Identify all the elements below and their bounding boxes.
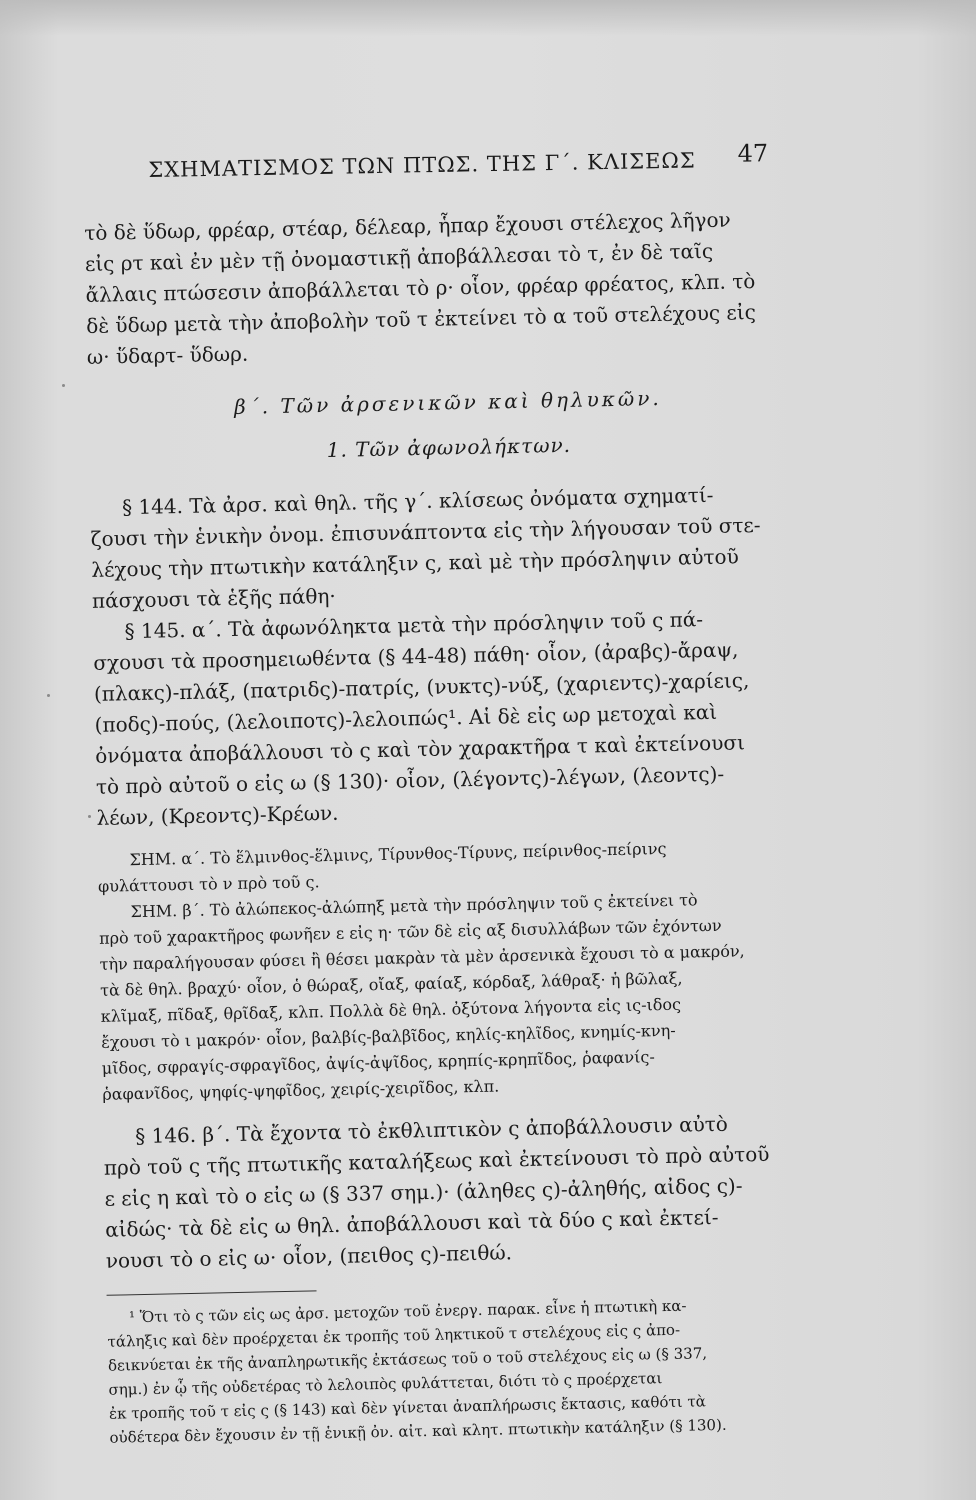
paper-speck <box>62 384 65 387</box>
note-line: φυλάττουσι τὸ ν πρὸ τοῦ ς. <box>97 872 320 896</box>
text-line: αἰδώς· τὰ δὲ εἰς ω θηλ. ἀποβάλλουσι καὶ τὰ δύο ς καὶ ἐκτεί- <box>104 1204 719 1242</box>
note-line: ΣΗΜ. α΄. Τὸ ἕλμινθος-ἕλμινς, Τίρυνθος-Τίρυνς, πείρινθος-πείρινς <box>129 838 667 870</box>
text-line: τὸ πρὸ αὐτοῦ ο εἰς ω (§ 130)· οἷον, (λέγοντς)-λέγων, (λεοντς)- <box>95 761 725 799</box>
paragraph-144 <box>90 478 812 617</box>
paragraph-146 <box>103 1107 826 1277</box>
paper-speck <box>88 815 91 818</box>
footnote-line: ἐκ τροπῆς τοῦ τ εἰς ς (§ 143) καὶ δὲν γίνεται ἀναπλήρωσις ἔκτασις, καθότι τὰ <box>108 1392 706 1423</box>
text-line: ω· ὕδαρτ- ὕδωρ. <box>86 341 249 369</box>
paragraph-145 <box>92 602 816 834</box>
page-body <box>84 203 830 1450</box>
text-line: σχουσι τὰ προσημειωθέντα (§ 44-48) πάθη· οἷον, (ἀραβς)-ἄραψ, <box>93 637 739 675</box>
text-line: (πλακς)-πλάξ, (πατριδς)-πατρίς, (νυκτς)-νύξ, (χαριεντς)-χαρίεις, <box>93 668 750 706</box>
section-heading: β΄. Τῶν ἀρσενικῶν καὶ θηλυκῶν. <box>233 385 662 419</box>
text-line: λέχους τὴν πτωτικὴν κατάληξιν ς, καὶ μὲ τὴν πρόσληψιν αὐτοῦ <box>91 544 739 582</box>
text-line: ε εἰς η καὶ τὸ ο εἰς ω (§ 337 σημ.)· (ἀληθες ς)-ἀληθής, αἰδος ς)- <box>104 1173 743 1211</box>
note-b <box>98 885 822 1108</box>
note-line: πρὸ τοῦ χαρακτῆρος φωνῆεν ε εἰς η· τῶν δὲ εἰς αξ δισυλλάβων τῶν ἐχόντων <box>98 915 722 948</box>
footnote-line: σημ.) ἐν ᾧ τῆς οὐδετέρας τὸ λελοιπὸς φυλάττεται, διότι τὸ ς προέρχεται <box>108 1369 663 1399</box>
running-head: ΣΧΗΜΑΤΙΣΜΟΣ ΤΩΝ ΠΤΩΣ. ΤΗΣ Γ΄. ΚΛΙΣΕΩΣ <box>148 148 696 182</box>
page-header <box>148 139 769 190</box>
text-line: τὸ δὲ ὕδωρ, φρέαρ, στέαρ, δέλεαρ, ἧπαρ ἔχουσι στέλεχος λῆγον <box>84 207 731 245</box>
note-line: κλῖμαξ, πῖδαξ, θρῖδαξ, κλπ. Πολλὰ δὲ θηλ. ὀξύτονα λήγοντα εἰς ις-ιδος <box>100 994 682 1026</box>
note-line: τὴν παραλήγουσαν φύσει ἢ θέσει μακρὰν τὰ μὲν ἀρσενικὰ ἔχουσι τὸ α μακρόν, <box>99 941 745 974</box>
text-line: πάσχουσι τὰ ἑξῆς πάθη· <box>91 583 336 613</box>
footnote-line: τάληξις καὶ δὲν προέρχεται ἐκ τροπῆς τοῦ ληκτικοῦ τ στελέχους εἰς ς ἀπο- <box>107 1320 681 1351</box>
note-line: ῥαφανῖδος, ψηφίς-ψηφῖδος, χειρίς-χειρῖδος, κλπ. <box>102 1076 500 1104</box>
note-line: ΣΗΜ. β΄. Τὸ ἀλώπεκος-ἀλώπηξ μετὰ τὴν πρόσληψιν τοῦ ς ἐκτείνει τὸ <box>130 890 698 922</box>
text-line: § 144. Τὰ ἀρσ. καὶ θηλ. τῆς γ΄. κλίσεως ὀνόματα σχηματί- <box>121 482 714 520</box>
footnote-line: δεικνύεται ἐκ τῆς ἀναπληρωτικῆς ἐκτάσεως τοῦ ο τοῦ στελέχους εἰς ω (§ 337, <box>107 1344 708 1375</box>
page-edge-shadow <box>0 0 976 36</box>
text-line: ὀνόματα ἀποβάλλουσι τὸ ς καὶ τὸν χαρακτῆρα τ καὶ ἐκτείνουσι <box>95 730 746 768</box>
note-line: μῖδος, σφραγίς-σφραγῖδος, ἀψίς-ἀψῖδος, κρηπίς-κρηπῖδος, ῥαφανίς- <box>101 1047 655 1078</box>
text-line: εἰς ρτ καὶ ἐν μὲν τῇ ὀνομαστικῇ ἀποβάλλεσαι τὸ τ, ἐν δὲ ταῖς <box>84 238 714 276</box>
note-line: ἔχουσι τὸ ι μακρόν· οἷον, βαλβίς-βαλβῖδος, κηλίς-κηλῖδος, κνημίς-κνη- <box>101 1020 676 1052</box>
footnote-rule <box>107 1290 317 1295</box>
footnote-line: οὐδέτερα δὲν ἔχουσιν ἐν τῇ ἑνικῇ ὀν. αἰτ. καὶ κλητ. πτωτικὴν κατάληξιν (§ 130). <box>109 1415 727 1447</box>
intro-paragraph <box>84 203 807 373</box>
text-line: § 146. β΄. Τὰ ἔχοντα τὸ ἐκθλιπτικὸν ς ἀποβάλλουσιν αὐτὸ <box>134 1111 729 1149</box>
note-line: τὰ δὲ θηλ. βραχύ· οἷον, ὁ θώραξ, οἴαξ, φαίαξ, κόρδαξ, λάθραξ· ἡ βῶλαξ, <box>99 968 683 1000</box>
text-line: ζουσι τὴν ἑνικὴν ὀνομ. ἐπισυνάπτοντα εἰς τὴν λήγουσαν τοῦ στε- <box>90 512 761 551</box>
text-line: (ποδς)-πούς, (λελοιποτς)-λελοιπώς¹. Αἱ δὲ εἰς ωρ μετοχαὶ καὶ <box>94 699 718 737</box>
paper-speck <box>47 694 50 697</box>
text-line: § 145. α΄. Τὰ ἀφωνόληκτα μετὰ τὴν πρόσληψιν τοῦ ς πά- <box>124 607 704 644</box>
footnote-line: ¹ Ὅτι τὸ ς τῶν εἰς ως ἀρσ. μετοχῶν τοῦ ἐνεργ. παρακ. εἶνε ἡ πτωτικὴ κα- <box>128 1296 687 1327</box>
subsection-heading: 1. Τῶν ἀφωνολήκτων. <box>326 432 572 462</box>
footnote <box>107 1291 830 1450</box>
text-line: νουσι τὸ ο εἰς ω· οἷον, (πειθος ς)-πειθώ. <box>105 1240 513 1273</box>
text-line: πρὸ τοῦ ς τῆς πτωτικῆς καταλήξεως καὶ ἐκτείνουσι τὸ πρὸ αὐτοῦ <box>103 1141 770 1180</box>
page-number: 47 <box>737 139 769 168</box>
text-line: λέων, (Κρεοντς)-Κρέων. <box>96 800 339 830</box>
text-line: ἄλλαις πτώσεσιν ἀποβάλλεται τὸ ρ· οἷον, φρέαρ φρέατος, κλπ. τὸ <box>85 268 756 307</box>
text-line: δὲ ὕδωρ μετὰ τὴν ἀποβολὴν τοῦ τ ἐκτείνει τὸ α τοῦ στελέχους εἰς <box>86 299 757 338</box>
